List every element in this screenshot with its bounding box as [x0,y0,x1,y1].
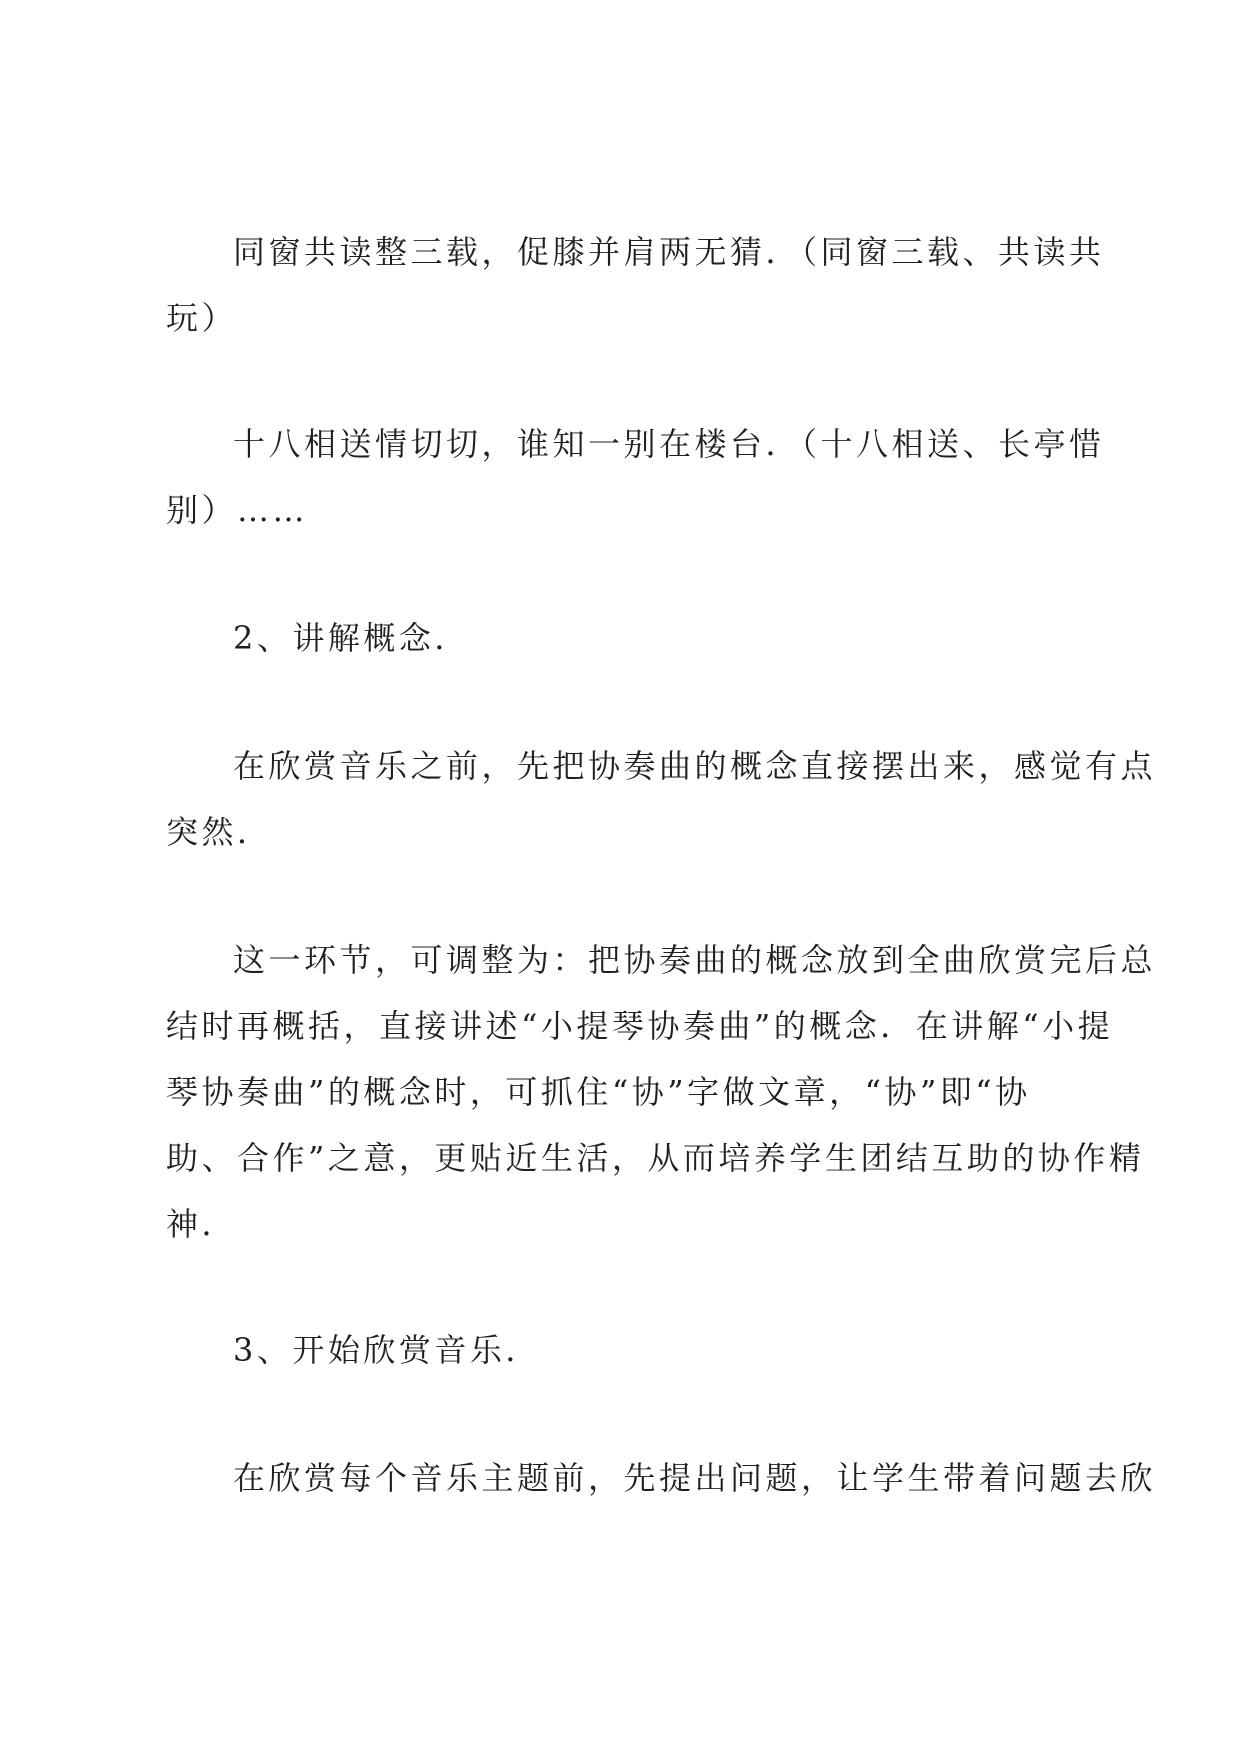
paragraph-couplet-1-line-2: 玩） [166,299,238,337]
paragraph-adjustment-line-4: 助、合作”之意，更贴近生活，从而培养学生团结互助的协作精 [166,1139,1145,1177]
section-heading-3: 3、开始欣赏音乐． [233,1331,541,1369]
paragraph-adjustment-line-5: 神． [166,1205,238,1243]
paragraph-adjustment-line-1: 这一环节，可调整为：把协奏曲的概念放到全曲欣赏完后总 [233,941,1157,979]
paragraph-couplet-2-line-1: 十八相送情切切，谁知一别在楼台．（十八相送、长亭惜 [233,425,1105,463]
section-heading-2: 2、讲解概念． [233,619,470,657]
paragraph-couplet-2-line-2: 别）…… [166,491,309,529]
paragraph-adjustment-line-2: 结时再概括，直接讲述“小提琴协奏曲”的概念．在讲解“小提 [166,1007,1114,1045]
paragraph-adjustment-line-3: 琴协奏曲”的概念时，可抓住“协”字做文章，“协”即“协 [166,1073,1031,1111]
paragraph-concept-line-2: 突然． [166,813,273,851]
paragraph-listening-line-1: 在欣赏每个音乐主题前，先提出问题，让学生带着问题去欣 [233,1459,1157,1497]
paragraph-couplet-1-line-1: 同窗共读整三载，促膝并肩两无猜．（同窗三载、共读共 [233,233,1105,271]
paragraph-concept-line-1: 在欣赏音乐之前，先把协奏曲的概念直接摆出来，感觉有点 [233,747,1157,785]
